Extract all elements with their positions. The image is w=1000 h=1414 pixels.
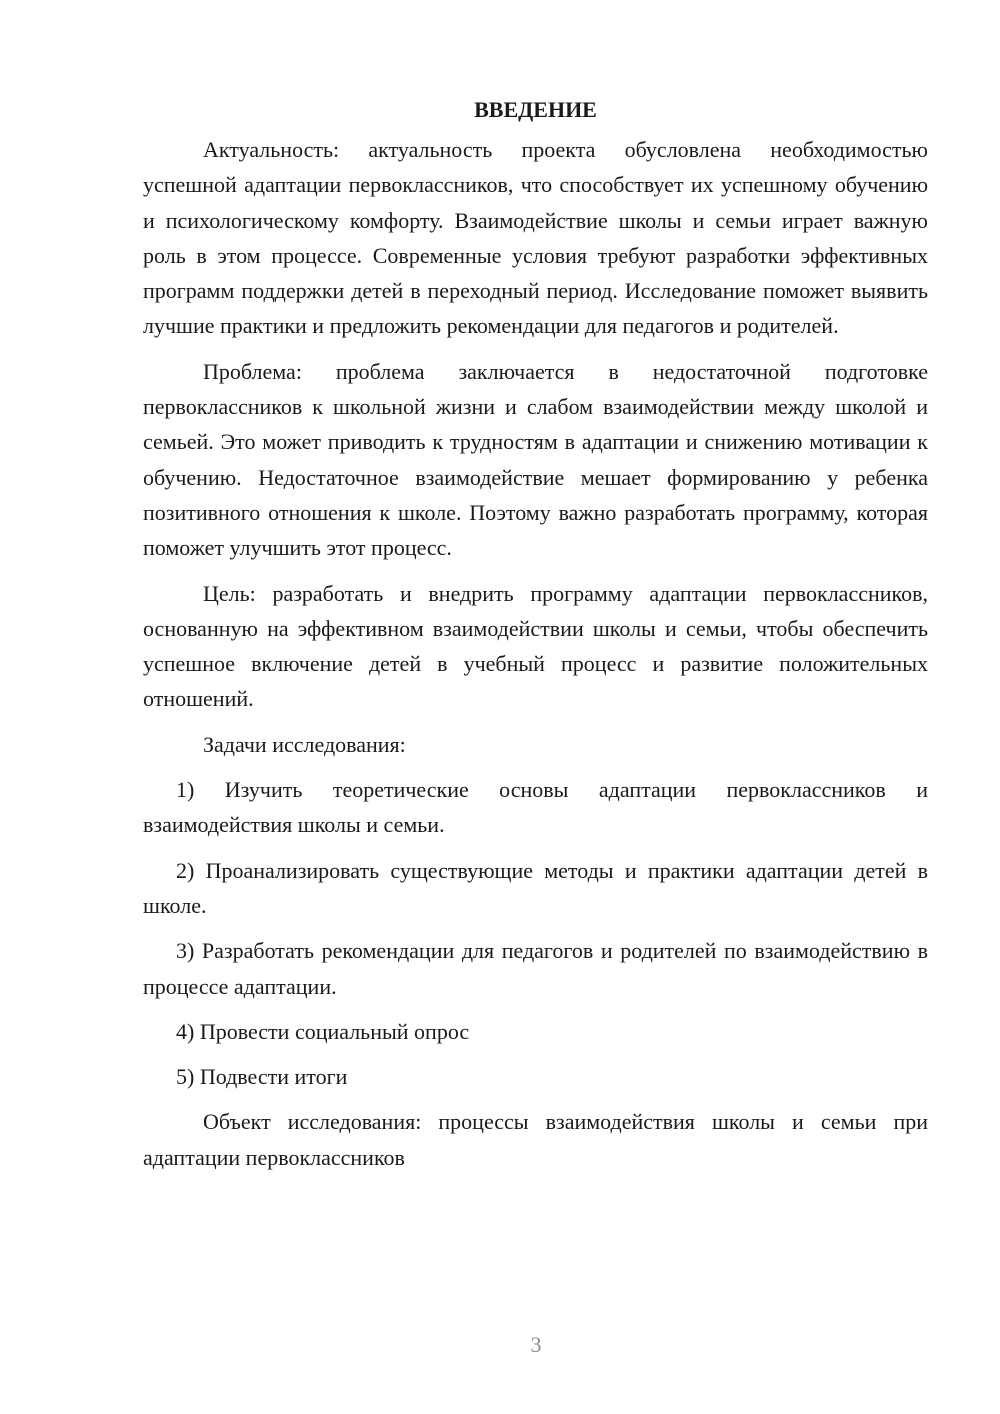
task-item-4: 4) Провести социальный опрос (176, 1018, 470, 1044)
tasks-heading: Задачи исследования: (203, 731, 406, 757)
page-title: ВВЕДЕНИЕ (474, 97, 597, 122)
task-item-2: 2) Проанализировать существующие методы и практики адаптации детей в школе. (143, 857, 928, 918)
relevance-paragraph: Актуальность: актуальность проекта обусловлена необходимостью успешной адаптации первоклассников, что способствует их успешному обучению и психологическому комфорту. Взаимодействие школы и семьи играет важную роль в этом процессе. Современные условия требуют разработки эффективных программ поддержки детей в переходный период. Исследование поможет выявить лучшие практики и предложить рекомендации для педагогов и родителей. (143, 137, 928, 339)
object-paragraph: Объект исследования: процессы взаимодействия школы и семьи при адаптации первоклассников (143, 1109, 928, 1170)
problem-paragraph: Проблема: проблема заключается в недостаточной подготовке первоклассников к школьной жизни и слабом взаимодействии между школой и семьей. Это может приводить к трудностям в адаптации и снижению мотивации к обучению. Недостаточное взаимодействие мешает формированию у ребенка позитивного отношения к школе. Поэтому важно разработать программу, которая поможет улучшить этот процесс. (143, 358, 928, 561)
task-item-1: 1) Изучить теоретические основы адаптации первоклассников и взаимодействия школы и семьи. (143, 777, 928, 838)
task-item-3: 3) Разработать рекомендации для педагогов и родителей по взаимодействию в процессе адаптации. (143, 938, 928, 999)
page-number: 3 (530, 1332, 542, 1357)
task-item-5: 5) Подвести итоги (176, 1064, 348, 1090)
document-page (143, 92, 928, 1175)
tasks-list (143, 772, 928, 1094)
goal-paragraph: Цель: разработать и внедрить программу адаптации первоклассников, основанную на эффективном взаимодействии школы и семьи, чтобы обеспечить успешное включение детей в учебный процесс и развитие положительных отношений. (143, 580, 928, 712)
